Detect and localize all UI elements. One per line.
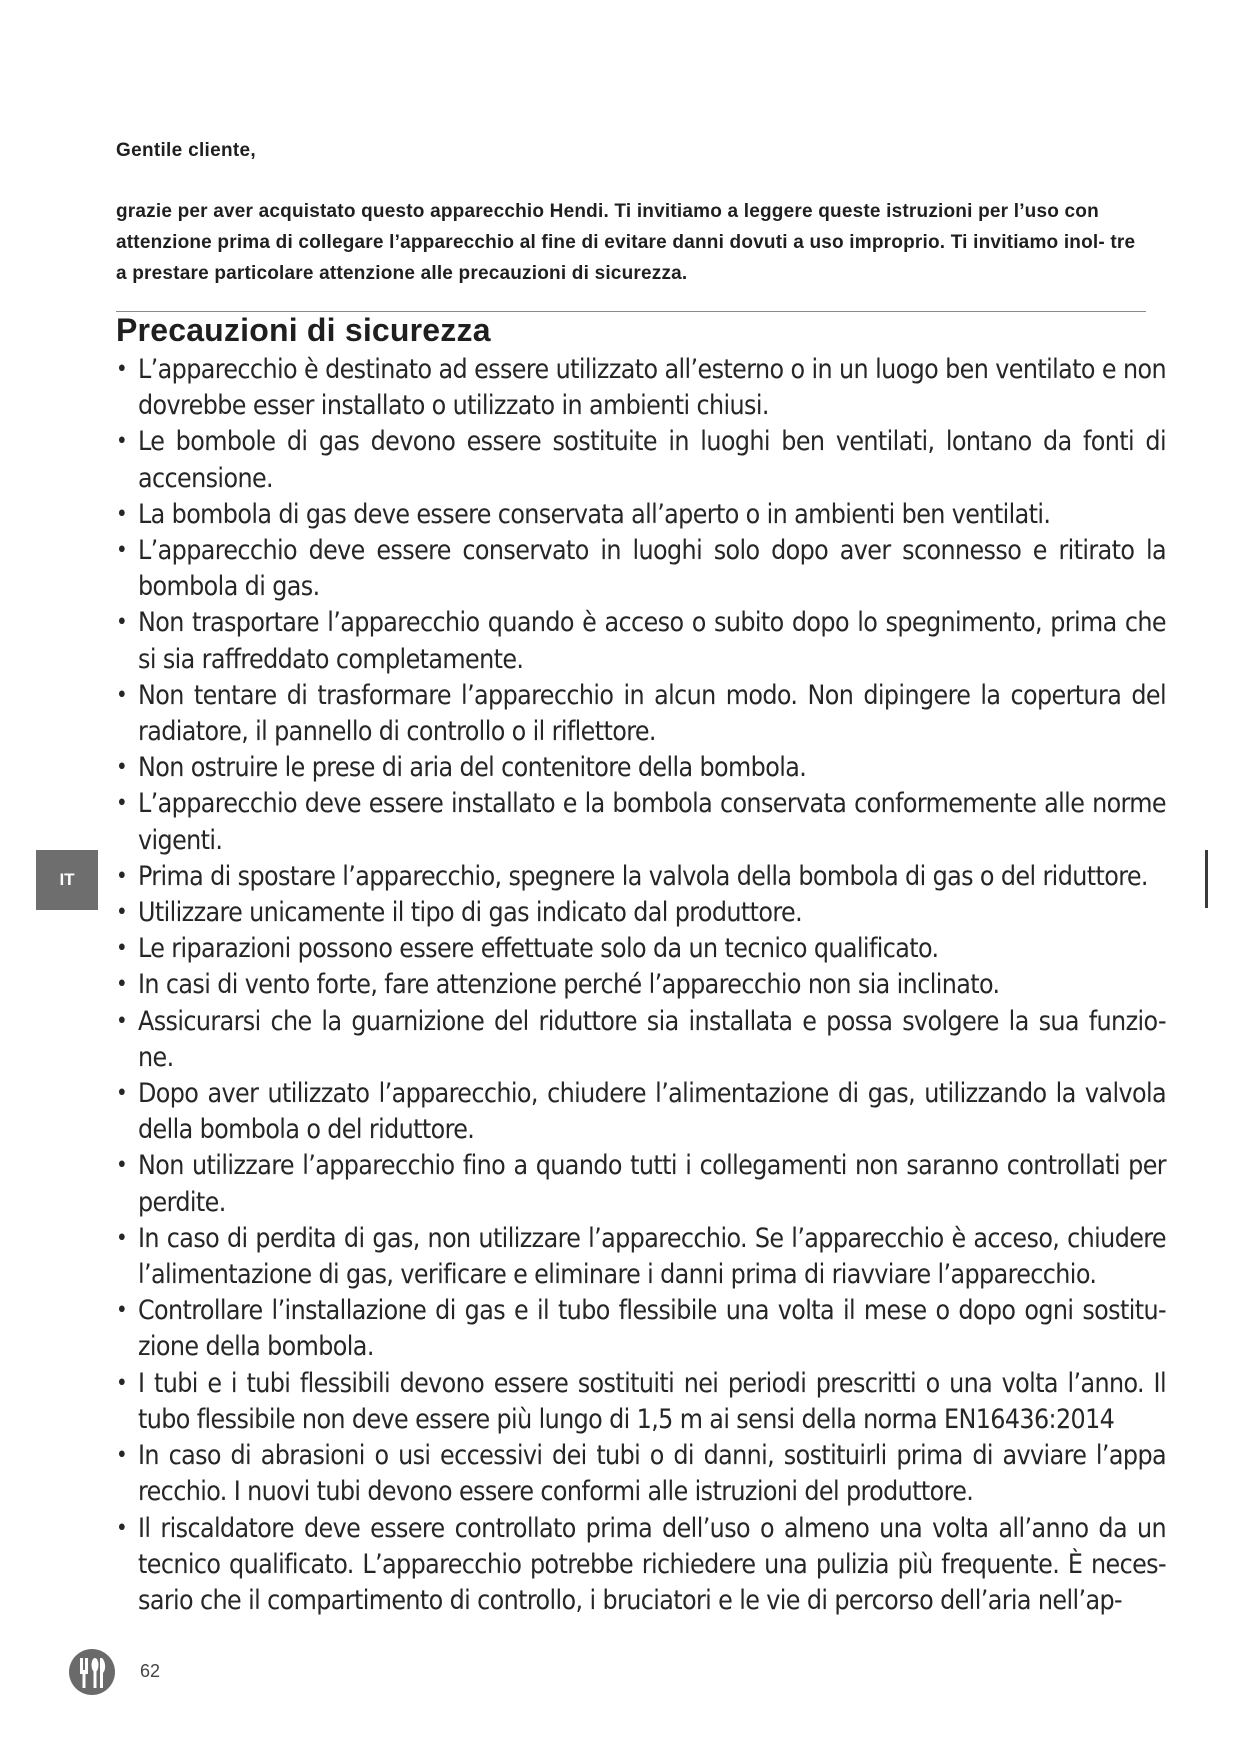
precaution-text: L’apparecchio è destinato ad essere utilizzato all’esterno o in un luogo ben ventilato e non dovrebbe esser installato o utilizzato in ambienti chiusi. [138, 354, 1166, 422]
precaution-text: Non ostruire le prese di aria del contenitore della bombola. [138, 752, 807, 784]
list-item [116, 1293, 1166, 1365]
precaution-text: In caso di abrasioni o usi eccessivi dei tubi o di danni, sostituirli prima di avviare l’appa recchio. I nuovi tubi devono essere conformi alle istruzioni del produttore. [138, 1440, 1166, 1508]
bullet-icon: • [116, 1008, 128, 1034]
bullet-icon: • [116, 1298, 128, 1324]
list-item [116, 533, 1166, 605]
list-item [116, 1148, 1166, 1220]
precaution-text: Le bombole di gas devono essere sostituite in luoghi ben ventilati, lontano da fonti di accensione. [138, 426, 1166, 494]
precaution-text: Le riparazioni possono essere effettuate solo da un tecnico qualificato. [138, 933, 939, 965]
bullet-icon: • [116, 972, 128, 998]
list-item [116, 895, 1166, 931]
language-tab: IT [36, 850, 98, 910]
bullet-icon: • [116, 538, 128, 564]
bullet-icon: • [116, 1515, 128, 1541]
list-item [116, 1366, 1166, 1438]
list-item [116, 786, 1166, 858]
bullet-icon: • [116, 1081, 128, 1107]
page-number: 62 [140, 1661, 161, 1681]
list-item [116, 859, 1166, 895]
precaution-text: L’apparecchio deve essere conservato in luoghi solo dopo aver sconnesso e ritirato la bombola di gas. [138, 535, 1166, 603]
section-title: Precauzioni di sicurezza [116, 312, 491, 348]
cutlery-logo-icon [68, 1648, 116, 1696]
precaution-text: Assicurarsi che la guarnizione del riduttore sia installata e possa svolgere la sua funzio- ne. [138, 1005, 1166, 1073]
precaution-text: La bombola di gas deve essere conservata all’aperto o in ambienti ben ventilati. [138, 498, 1051, 530]
precaution-text: I tubi e i tubi flessibili devono essere sostituiti nei periodi prescritti o una volta l’anno. Il tubo flessibile non deve essere più lungo di 1,5 m ai sensi della norma EN16436:2014 [138, 1367, 1166, 1435]
intro-paragraph: grazie per aver acquistato questo apparecchio Hendi. Ti invitiamo a leggere queste istruzioni per l’uso con attenzione prima di collegare l’apparecchio al fine di evitare danni dovuti a uso improprio. Ti invitiamo inol- tre a prestare particolare attenzione alle precauzioni di sicurezza. [116, 201, 1136, 284]
list-item [116, 967, 1166, 1003]
bullet-icon: • [116, 682, 128, 708]
precaution-text: Non utilizzare l’apparecchio fino a quando tutti i collegamenti non saranno controllati per perdite. [138, 1150, 1166, 1218]
greeting: Gentile cliente, [116, 140, 256, 161]
bullet-icon: • [116, 357, 128, 382]
precaution-text: L’apparecchio deve essere installato e la bombola conservata conformemente alle norme vigenti. [138, 788, 1166, 856]
list-item [116, 424, 1166, 496]
precaution-text: Il riscaldatore deve essere controllato prima dell’uso o almeno una volta all’anno da un tecnico qualificato. L’apparecchio potrebbe richiedere una pulizia più frequente. È neces- sario che il compartimento di controllo, i bruciatori e le vie di percorso dell’aria nell’ap- [138, 1512, 1166, 1616]
margin-mark [1205, 850, 1208, 908]
list-item [116, 931, 1166, 967]
precaution-text: Non trasportare l’apparecchio quando è acceso o subito dopo lo spegnimento, prima che si sia raffreddato completamente. [138, 607, 1166, 675]
bullet-icon: • [116, 1370, 128, 1396]
list-item [116, 352, 1166, 424]
list-item [116, 1221, 1166, 1293]
precaution-text: Dopo aver utilizzato l’apparecchio, chiudere l’alimentazione di gas, utilizzando la valvola della bombola o del riduttore. [138, 1078, 1166, 1146]
precaution-text: In casi di vento forte, fare attenzione perché l’apparecchio non sia inclinato. [138, 969, 1000, 1001]
list-item [116, 1076, 1166, 1148]
precaution-text: Prima di spostare l’apparecchio, spegnere la valvola della bombola di gas o del riduttore. [138, 860, 1148, 892]
bullet-icon: • [116, 900, 128, 926]
list-item [116, 678, 1166, 750]
precaution-text: Utilizzare unicamente il tipo di gas indicato dal produttore. [138, 897, 803, 929]
list-item [116, 1004, 1166, 1076]
list-item [116, 1438, 1166, 1510]
list-item [116, 1511, 1166, 1620]
bullet-icon: • [116, 936, 128, 962]
bullet-icon: • [116, 863, 128, 889]
bullet-icon: • [116, 610, 128, 636]
list-item [116, 750, 1166, 786]
bullet-icon: • [116, 1225, 128, 1251]
list-item [116, 605, 1166, 677]
bullet-icon: • [116, 791, 128, 817]
bullet-icon: • [116, 501, 128, 527]
bullet-icon: • [116, 429, 128, 455]
precaution-text: Non tentare di trasformare l’apparecchio in alcun modo. Non dipingere la copertura del radiatore, il pannello di controllo o il riflettore. [138, 679, 1166, 748]
precaution-text: In caso di perdita di gas, non utilizzare l’apparecchio. Se l’apparecchio è acceso, chiudere l’alimentazione di gas, verificare e eliminare i danni prima di riavviare l’apparecchio. [138, 1222, 1166, 1291]
bullet-icon: • [116, 1443, 128, 1469]
list-item [116, 497, 1166, 533]
bullet-icon: • [116, 1153, 128, 1179]
precautions-list [116, 352, 1166, 1619]
precaution-text: Controllare l’installazione di gas e il tubo flessibile una volta il mese o dopo ogni sostitu- zione della bombola. [138, 1295, 1166, 1363]
bullet-icon: • [116, 755, 128, 781]
